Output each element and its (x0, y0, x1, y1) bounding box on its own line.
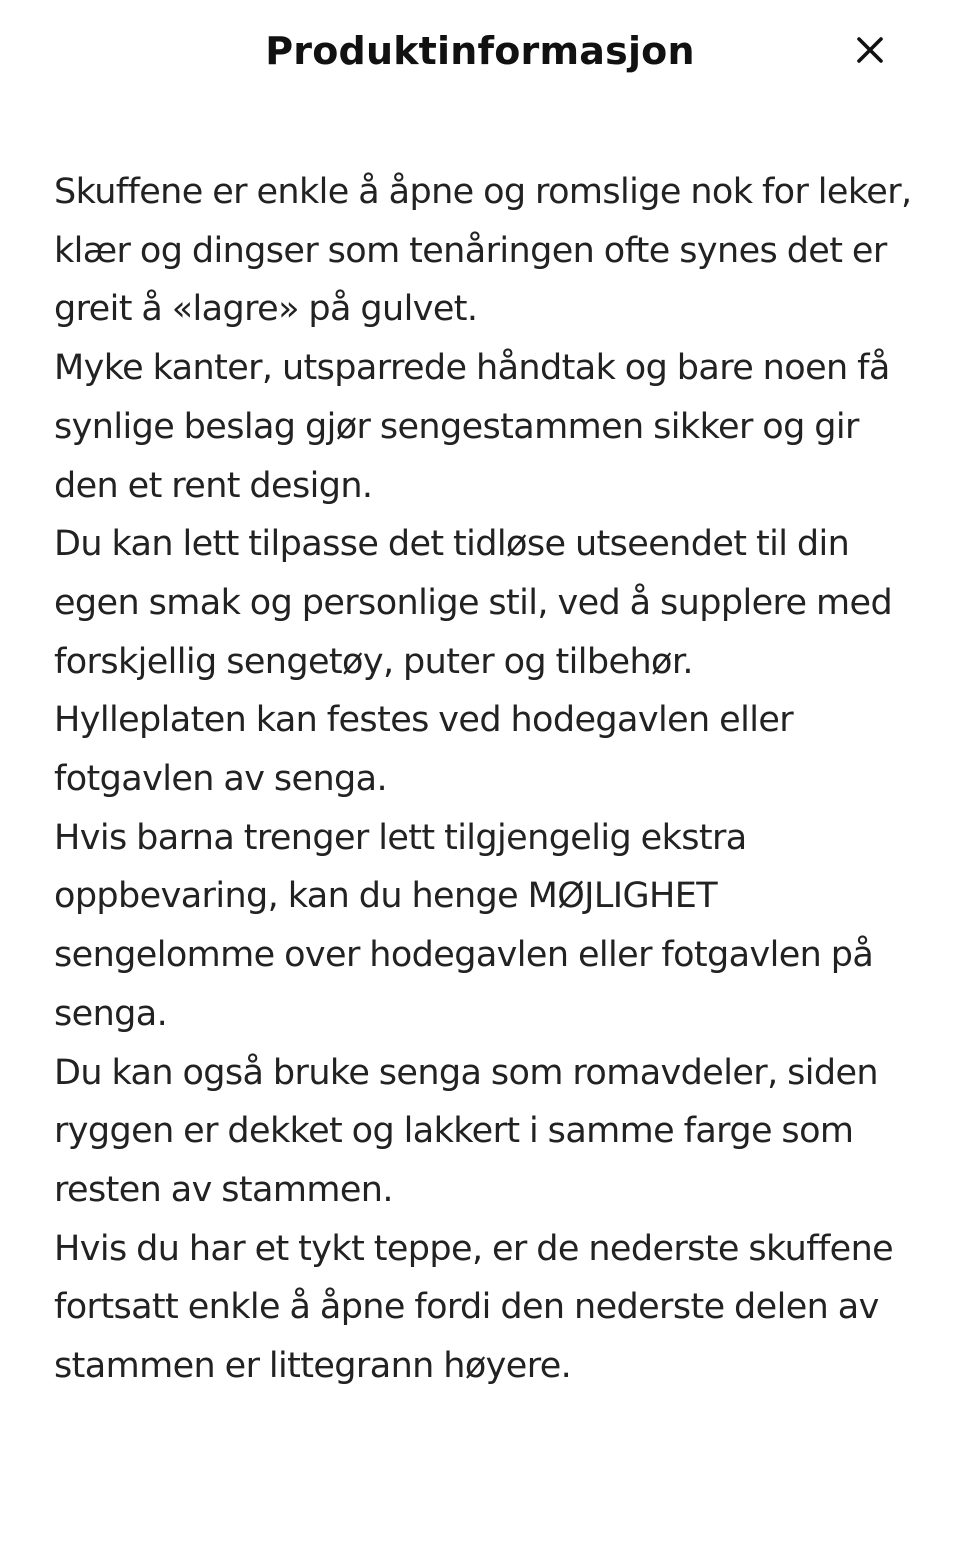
product-description (54, 163, 926, 1396)
description-paragraph: Du kan også bruke senga som romavdeler, siden ryggen er dekket og lakkert i samme farge som resten av stammen. (54, 1052, 879, 1210)
description-paragraph: Myke kanter, utsparrede håndtak og bare noen få synlige beslag gjør sengestammen sikker og gir den et rent design. (54, 348, 890, 506)
page-title: Produktinformasjon (265, 29, 695, 73)
sheet-header (0, 0, 960, 104)
description-paragraph: Du kan lett tilpasse det tidløse utseendet til din egen smak og personlige stil, ved å supplere med forskjellig sengetøy, puter og tilbehør. (54, 524, 893, 682)
description-paragraph: Hvis du har et tykt teppe, er de nederste skuffene fortsatt enkle å åpne fordi den nederste delen av stammen er littegrann høyere. (54, 1228, 894, 1387)
description-paragraph: Skuffene er enkle å åpne og romslige nok for leker, klær og dingser som tenåringen ofte synes det er greit å «lagre» på gulvet. (54, 172, 912, 330)
description-paragraph: Hylleplaten kan festes ved hodegavlen eller fotgavlen av senga. (54, 700, 794, 800)
close-button[interactable] (842, 22, 898, 78)
close-icon (856, 36, 884, 64)
description-paragraph: Hvis barna trenger lett tilgjengelig ekstra oppbevaring, kan du henge MØJLIGHET sengelomme over hodegavlen eller fotgavlen på senga. (54, 817, 874, 1034)
